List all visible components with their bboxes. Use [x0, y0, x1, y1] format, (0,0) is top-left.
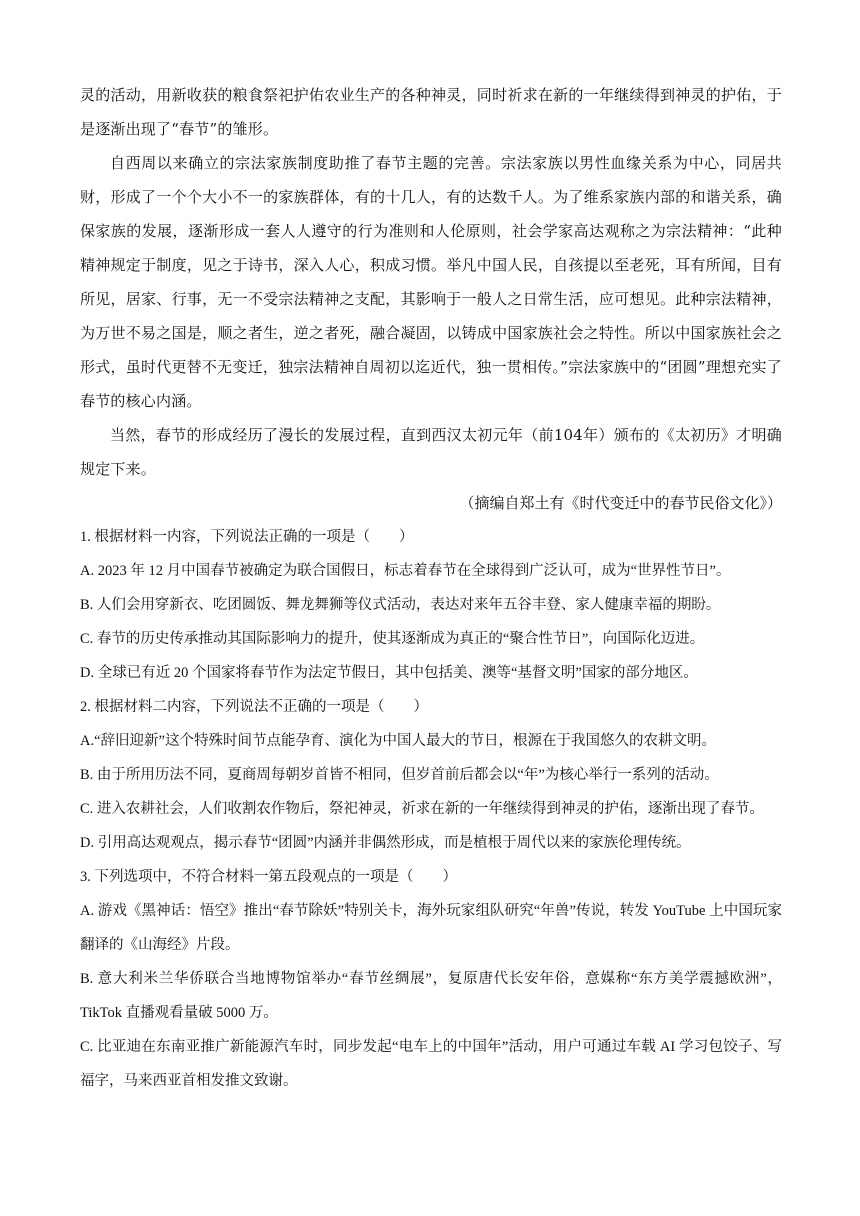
- option-a: A. 游戏《黑神话：悟空》推出“春节除妖”特别关卡，海外玩家组队研究“年兽”传说，转发 YouTube 上中国玩家翻译的《山海经》片段。: [80, 903, 782, 953]
- question-1: [80, 520, 782, 690]
- option-b: B. 意大利米兰华侨联合当地博物馆举办“春节丝绸展”，复原唐代长安年俗，意媒称“东方美学震撼欧洲”，TikTok 直播观看量破 5000 万。: [80, 971, 782, 1021]
- option-d: D. 全球已有近 20 个国家将春节作为法定节假日，其中包括美、澳等“基督文明”国家的部分地区。: [80, 665, 698, 681]
- document-page: [80, 78, 782, 1098]
- passage-source: （摘编自郑土有《时代变迁中的春节民俗文化》）: [459, 494, 782, 512]
- option-a: A. 2023 年 12 月中国春节被确定为联合国假日，标志着春节在全球得到广泛认可，成为“世界性节日”。: [80, 563, 731, 579]
- passage-paragraph: 当然，春节的形成经历了漫长的发展过程，直到西汉太初元年（前104年）颁布的《太初历》才明确规定下来。: [80, 426, 782, 478]
- option-c: C. 比亚迪在东南亚推广新能源汽车时，同步发起“电车上的中国年”活动，用户可通过车载 AI 学习包饺子、写福字，马来西亚首相发推文致谢。: [80, 1039, 782, 1089]
- option-d: D. 引用高达观观点，揭示春节“团圆”内涵并非偶然形成，而是植根于周代以来的家族伦理传统。: [80, 835, 691, 851]
- question-3: [80, 860, 782, 1098]
- question-stem: 3. 下列选项中，不符合材料一第五段观点的一项是（ ）: [80, 869, 457, 885]
- question-stem: 1. 根据材料一内容，下列说法正确的一项是（ ）: [80, 529, 414, 545]
- passage-paragraph: 自西周以来确立的宗法家族制度助推了春节主题的完善。宗法家族以男性血缘关系为中心，同居共财，形成了一个个大小不一的家族群体，有的十几人，有的达数千人。为了维系家族内部的和谐关系，确保家族的发展，逐渐形成一套人人遵守的行为准则和人伦原则，社会学家高达观称之为宗法精神：“此种精神规定于制度，见之于诗书，深入人心，积成习惯。举凡中国人民，自孩提以至老死，耳有所闻，目有所见，居家、行事，无一不受宗法精神之支配，其影响于一般人之日常生活，应可想见。此种宗法精神，为万世不易之国是，顺之者生，逆之者死，融合凝固，以铸成中国家族社会之特性。所以中国家族社会之形式，虽时代更替不无变迁，独宗法精神自周初以迄近代，独一贯相传。”宗法家族中的“团圆”理想充实了春节的核心内涵。: [80, 154, 782, 410]
- option-a: A.“辞旧迎新”这个特殊时间节点能孕育、演化为中国人最大的节日，根源在于我国悠久的农耕文明。: [80, 733, 716, 749]
- passage-paragraph: 灵的活动，用新收获的粮食祭祀护佑农业生产的各种神灵，同时祈求在新的一年继续得到神灵的护佑，于是逐渐出现了“春节”的雏形。: [80, 86, 782, 138]
- question-2: [80, 690, 782, 860]
- option-c: C. 进入农耕社会，人们收割农作物后，祭祀神灵，祈求在新的一年继续得到神灵的护佑，逐渐出现了春节。: [80, 801, 764, 817]
- question-stem: 2. 根据材料二内容，下列说法不正确的一项是（ ）: [80, 699, 428, 715]
- option-b: B. 由于所用历法不同，夏商周每朝岁首皆不相同，但岁首前后都会以“年”为核心举行一系列的活动。: [80, 767, 719, 783]
- option-c: C. 春节的历史传承推动其国际影响力的提升，使其逐渐成为真正的“聚合性节日”，向国际化迈进。: [80, 631, 705, 647]
- option-b: B. 人们会用穿新衣、吃团圆饭、舞龙舞狮等仪式活动，表达对来年五谷丰登、家人健康幸福的期盼。: [80, 597, 721, 613]
